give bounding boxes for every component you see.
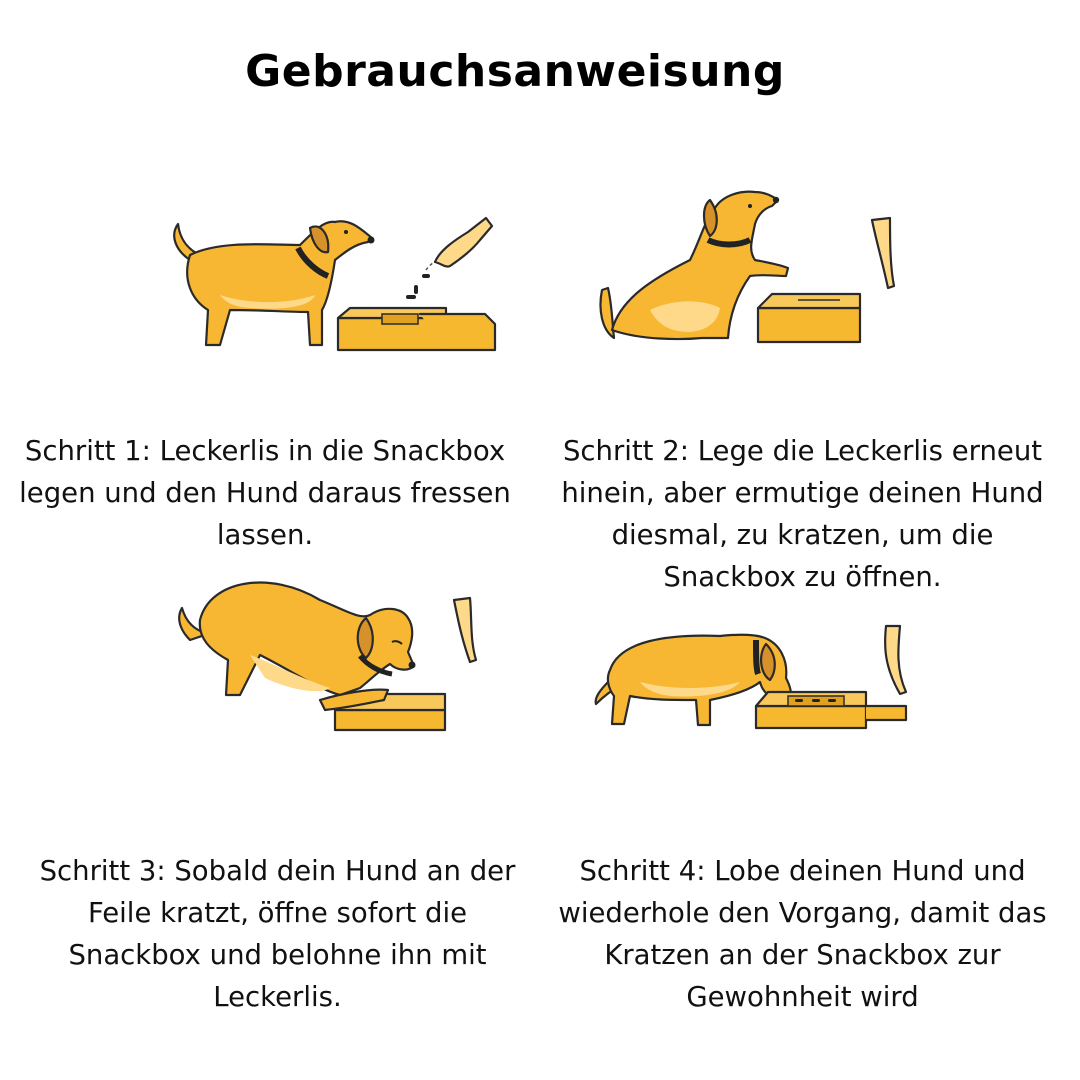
step-1-illustration bbox=[150, 200, 500, 360]
step-1-text: Schritt 1: Leckerlis in die Snackbox legen und den Hund daraus fressen lassen. bbox=[19, 435, 511, 551]
step-3-text: Schritt 3: Sobald dein Hund an der Feile kratzt, öffne sofort die Snackbox und belohne ihn mit Leckerlis. bbox=[39, 855, 516, 1013]
page-title: Gebrauchsanweisung bbox=[245, 46, 785, 97]
step-2-text: Schritt 2: Lege die Leckerlis erneut hinein, aber ermutige deinen Hund diesmal, zu kratzen, um die Snackbox zu öffnen. bbox=[561, 435, 1044, 593]
step-3-illustration bbox=[170, 570, 500, 740]
step-4-text: Schritt 4: Lobe deinen Hund und wiederhole den Vorgang, damit das Kratzen an der Snackbox zur Gewohnheit wird bbox=[558, 855, 1047, 1013]
step-2-illustration bbox=[590, 180, 930, 360]
step-4-illustration bbox=[590, 620, 930, 740]
